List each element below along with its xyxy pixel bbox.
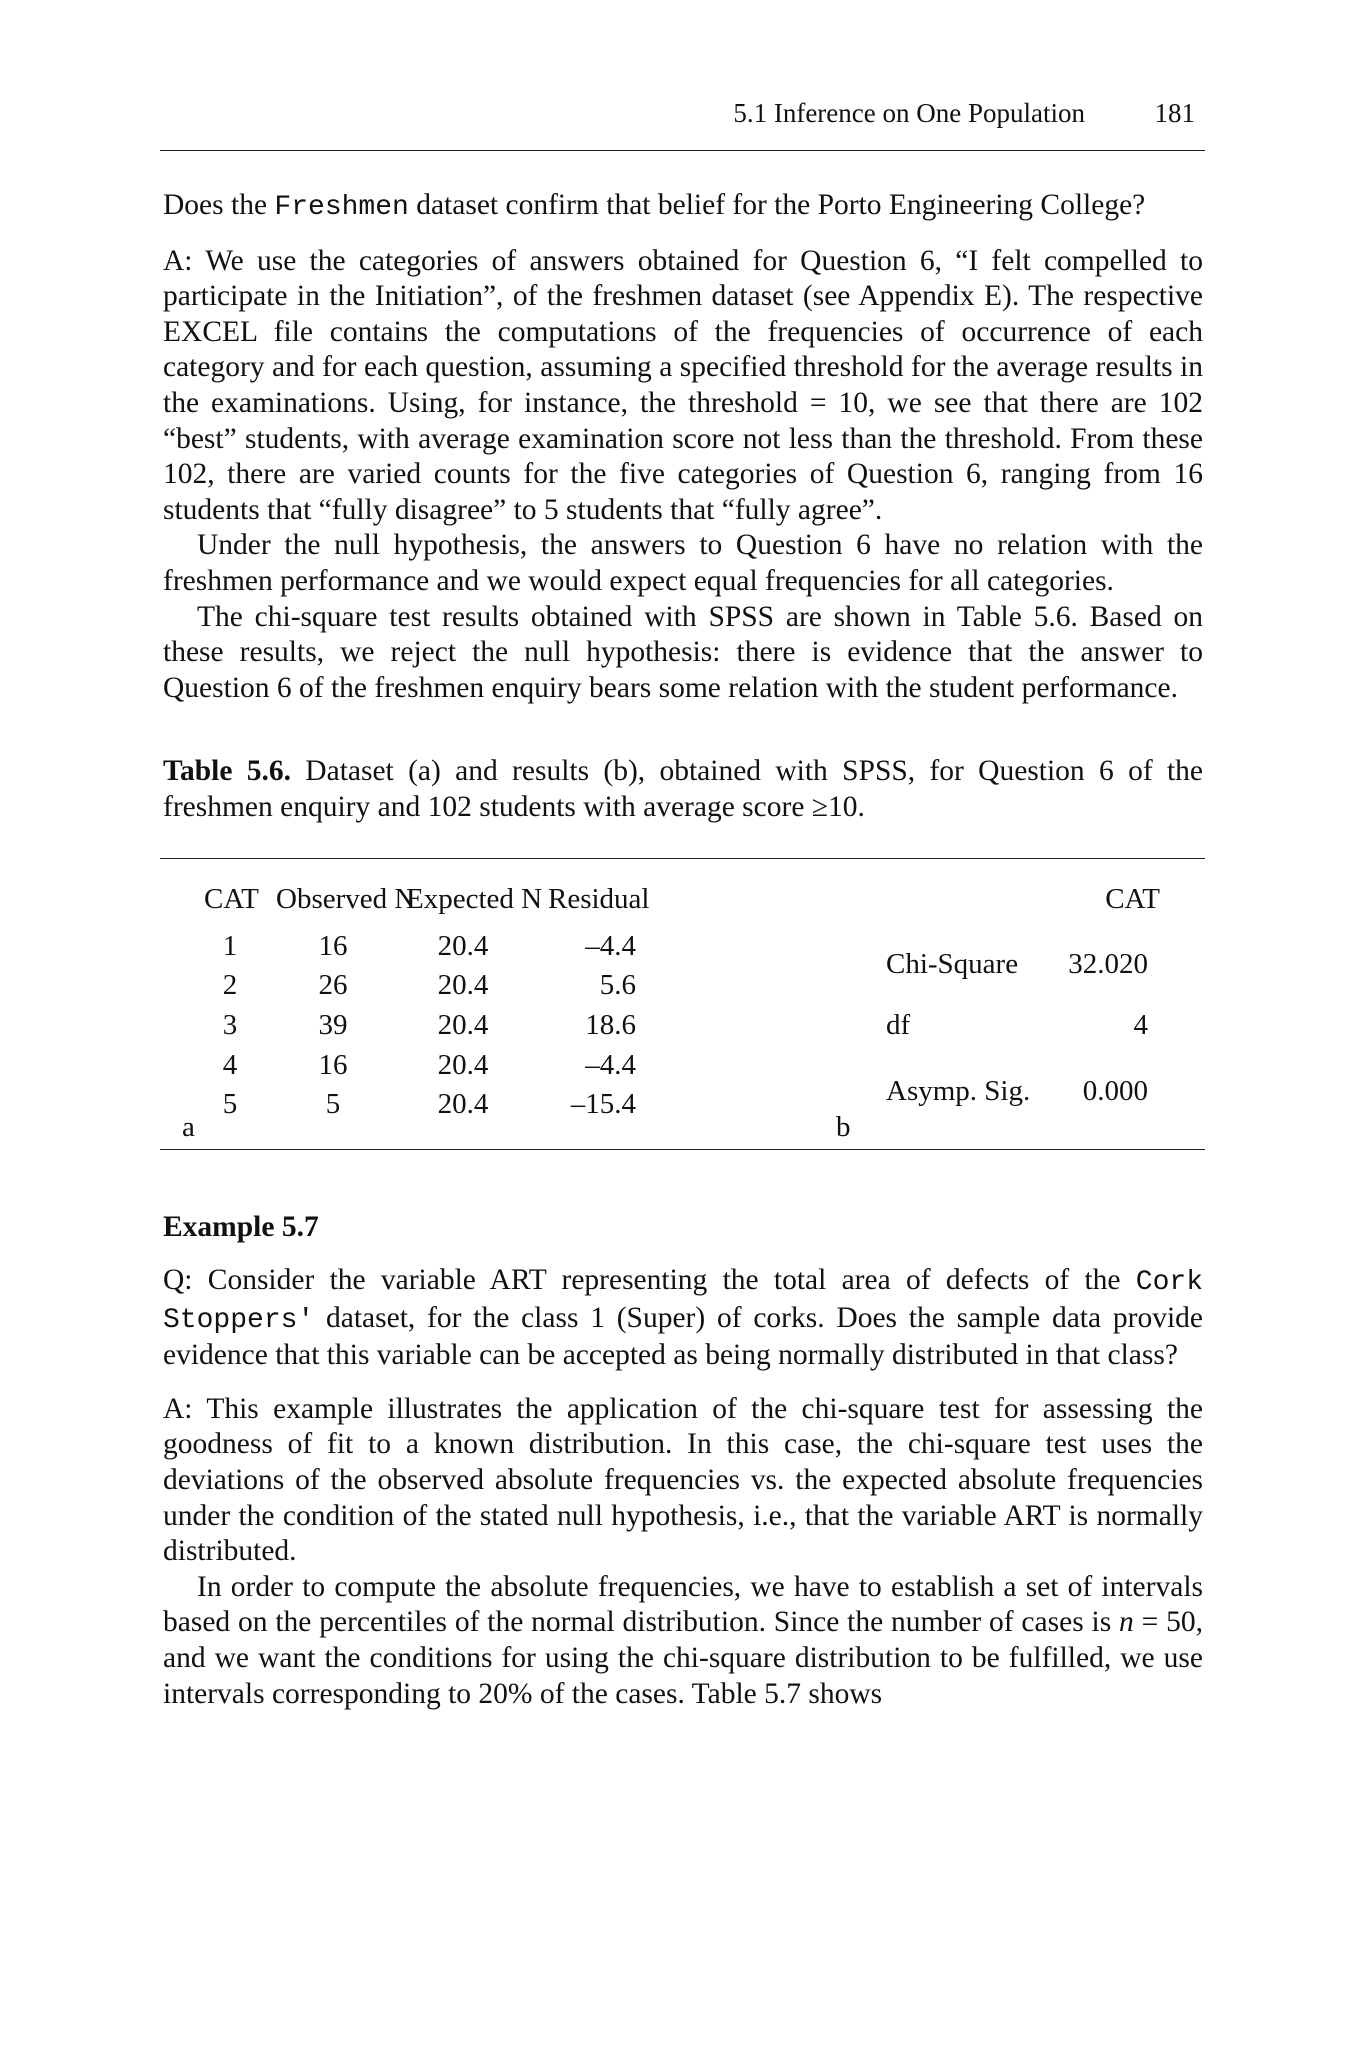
table-cell: 20.4	[437, 1008, 489, 1041]
table-cell: 5	[222, 1087, 238, 1120]
table-b-label: b	[836, 1110, 851, 1143]
table-cell: 3	[222, 1008, 238, 1041]
table-cell: 20.4	[437, 1087, 489, 1120]
paragraph-example-question	[163, 1263, 1203, 1374]
table-b-stat-value: 4	[1133, 1008, 1148, 1041]
table-cell: 16	[318, 929, 348, 962]
table-a-header: CAT	[204, 882, 259, 915]
paragraph-example-intervals	[163, 1570, 1203, 1712]
table-cell: 18.6	[585, 1008, 636, 1041]
table-caption	[163, 754, 1203, 825]
table-cell: 2	[222, 968, 238, 1001]
table-b-header: CAT	[1105, 882, 1160, 915]
table-cell: –15.4	[570, 1087, 636, 1120]
dataset-name: Cork Stoppers'	[163, 1267, 1203, 1336]
paragraph-chi-square-results: The chi-square test results obtained with SPSS are shown in Table 5.6. Based on these results, we reject the null hypothesis: there is evidence that the answer to Question 6 of the freshmen enquiry bears some relation with the student performance.	[163, 600, 1203, 704]
table-cell: 1	[222, 929, 238, 962]
table-cell: –4.4	[585, 1048, 636, 1081]
dataset-name: Freshmen	[274, 192, 409, 223]
text: dataset, for the class 1 (Super) of corks. Does the sample data provide evidence that this variable can be accepted as being normally distributed in that class?	[163, 1301, 1203, 1372]
variable-n: n	[1119, 1606, 1134, 1639]
page-header	[160, 98, 1205, 151]
table-caption-label: Table 5.6.	[163, 755, 291, 788]
table-a-header: Residual	[548, 882, 650, 915]
table-b-stat-label: Chi-Square	[886, 947, 1019, 980]
table-cell: 5.6	[599, 968, 636, 1001]
section-title: 5.1 Inference on One Population	[733, 98, 1085, 128]
paragraph-example-answer: A: This example illustrates the application of the chi-square test for assessing the goodness of fit to a known distribution. In this case, the chi-square test uses the deviations of the observed absolute frequencies vs. the expected absolute frequencies under the condition of the stated null hypothesis, i.e., that the variable ART is normally distributed.	[163, 1392, 1203, 1568]
table-cell: 4	[222, 1048, 238, 1081]
paragraph-answer: A: We use the categories of answers obtained for Question 6, “I felt compelled to participate in the Initiation”, of the freshmen dataset (see Appendix E). The respective EXCEL file contains the computations of the frequencies of occurrence of each category and for each question, assuming a specified threshold for the average results in the examinations. Using, for instance, the threshold = 10, we see that there are 102 “best” students, with average examination score not less than the threshold. From these 102, there are varied counts for the five categories of Question 6, ranging from 16 students that “fully disagree” to 5 students that “fully agree”.	[163, 244, 1203, 526]
text: dataset confirm that belief for the Porto Engineering College?	[408, 189, 1146, 221]
text: Q: Consider the variable ART representing the total area of defects of the	[163, 1264, 1136, 1297]
table-b-stat-label: df	[886, 1008, 911, 1041]
table-cell: 20.4	[437, 929, 489, 962]
table-b-stat-label: Asymp. Sig.	[886, 1074, 1031, 1107]
table-cell: 5	[325, 1087, 341, 1120]
table-cell: 26	[318, 968, 348, 1001]
table-b-stat-value: 0.000	[1082, 1074, 1148, 1107]
table-a-label: a	[182, 1110, 195, 1143]
table-caption-text: Dataset (a) and results (b), obtained with SPSS, for Question 6 of the freshmen enquiry and 102 students with average score ≥10.	[163, 755, 1203, 823]
paragraph-null-hypothesis: Under the null hypothesis, the answers to Question 6 have no relation with the freshmen performance and we would expect equal frequencies for all categories.	[163, 529, 1203, 597]
table-cell: 20.4	[437, 1048, 489, 1081]
text: In order to compute the absolute frequencies, we have to establish a set of intervals based on the percentiles of the normal distribution. Since the number of cases is	[163, 1570, 1203, 1639]
table-a-header: Expected N	[406, 882, 543, 915]
text: Does the	[163, 189, 275, 221]
results-table	[160, 858, 1205, 1150]
table-b-stat-value: 32.020	[1068, 947, 1148, 980]
page-number: 181	[1154, 98, 1195, 128]
page-body	[163, 188, 1203, 1712]
table-cell: 39	[318, 1008, 348, 1041]
table-cell: 20.4	[437, 968, 489, 1001]
text: = 50, and we want the conditions for using the chi-square distribution to be fulfilled, we use intervals corresponding to 20% of the cases. Table 5.7 shows	[163, 1606, 1203, 1710]
paragraph-question	[163, 188, 1203, 226]
example-title: Example 5.7	[163, 1210, 319, 1243]
table-a-header: Observed N	[276, 882, 416, 915]
table-cell: 16	[318, 1048, 348, 1081]
table-cell: –4.4	[585, 929, 636, 962]
